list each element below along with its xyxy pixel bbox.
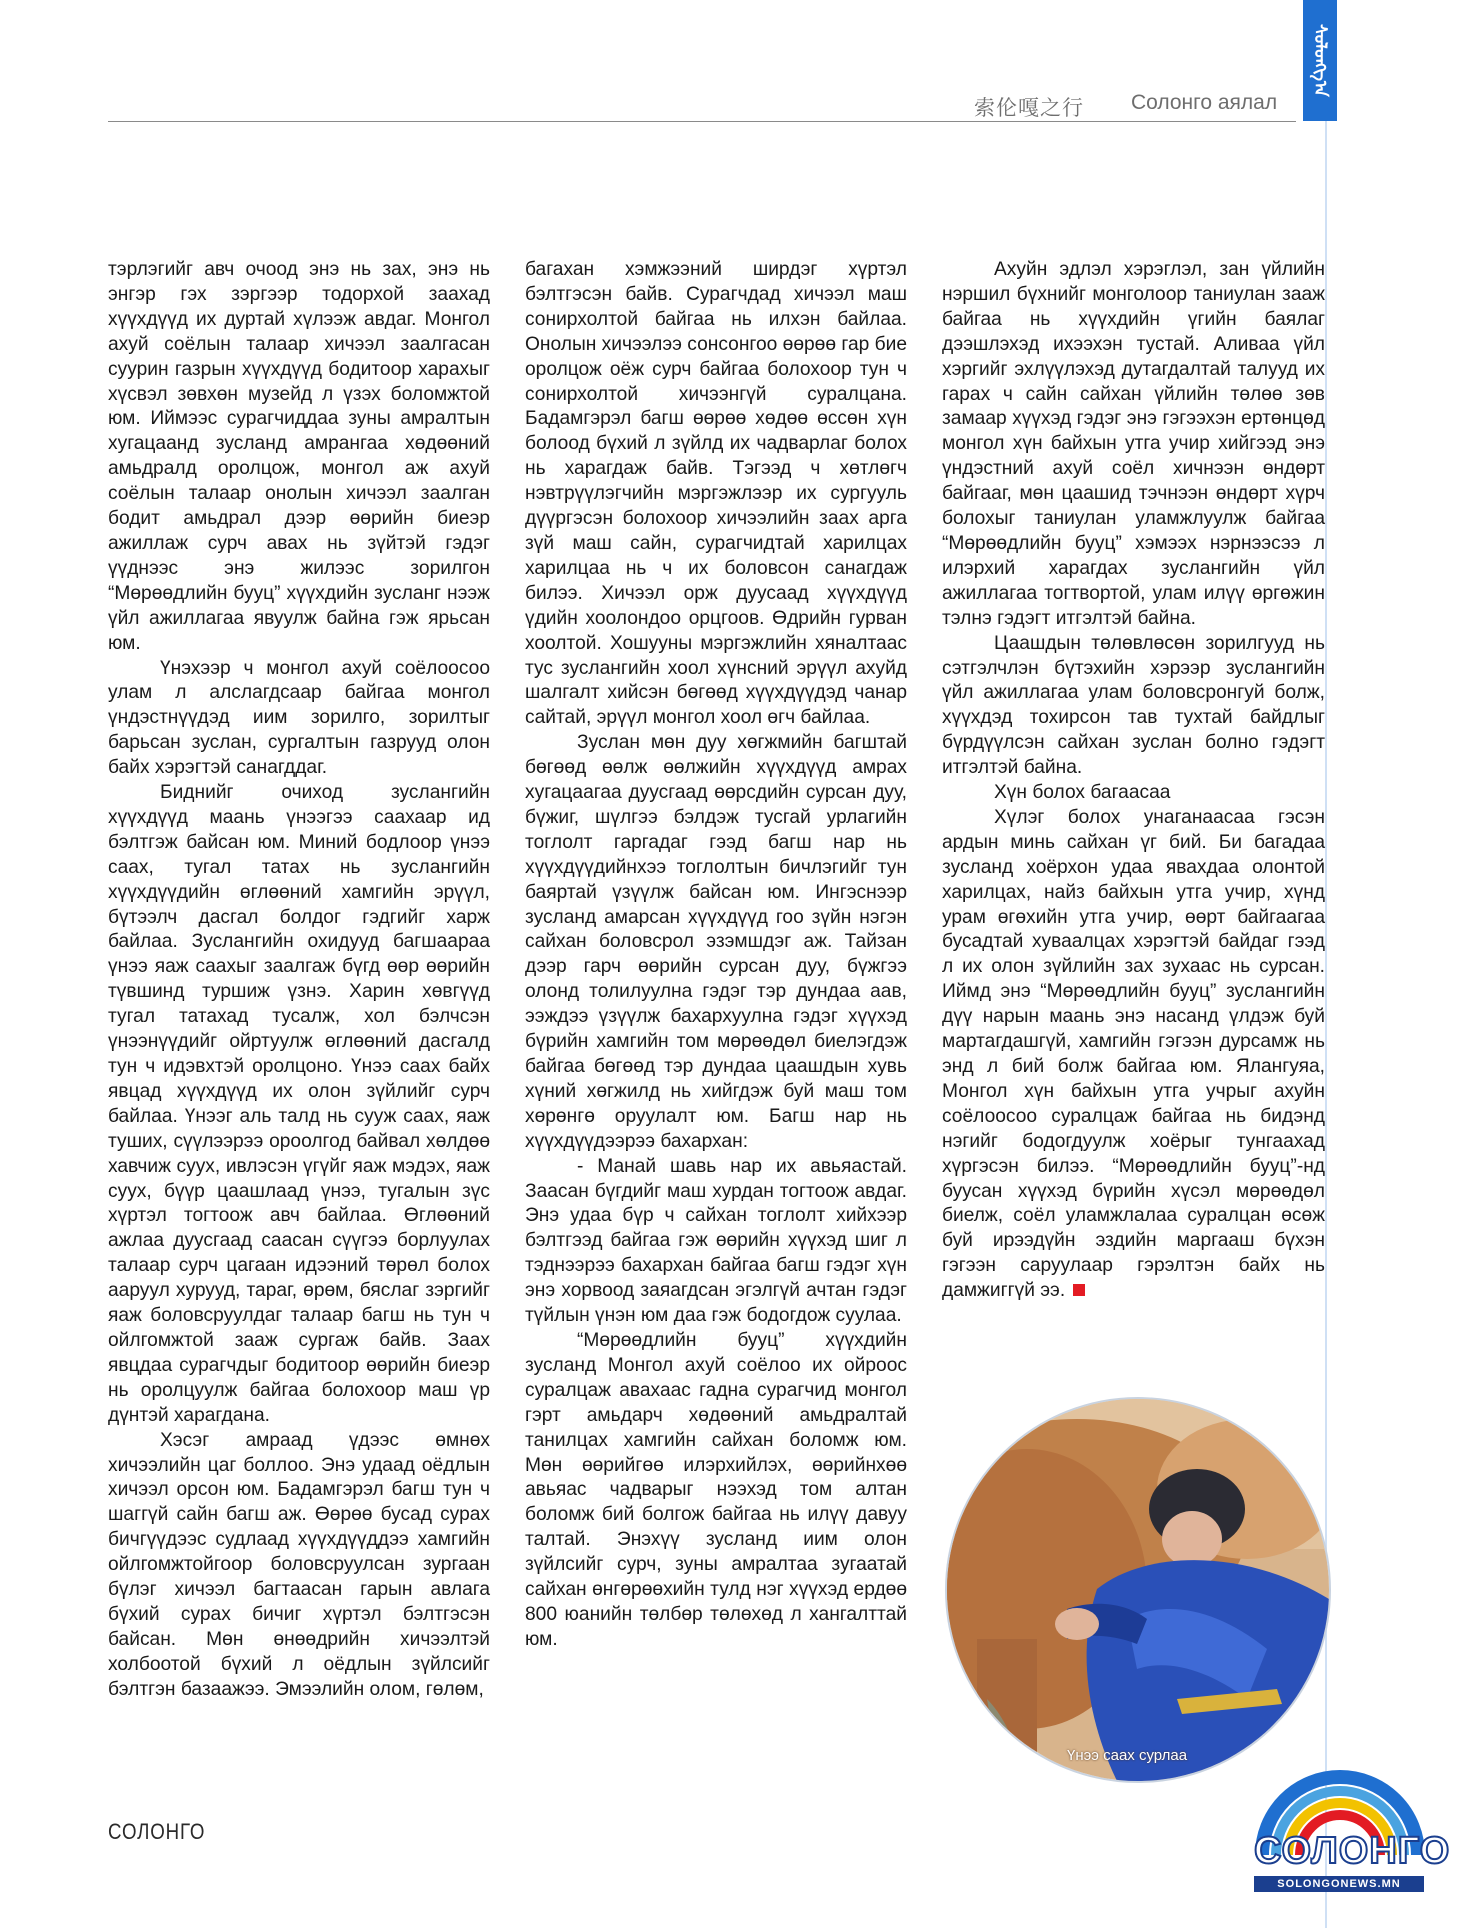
photo-illustration: [947, 1399, 1329, 1781]
paragraph: Биднийг очиход зуслангийн хүүхдүүд маань үнээгээ саахаар ид бэлтгэж байсан юм. Миний бодлоор үнээ саах, тугал татах нь зуслангийн хүүхдүүдийн өглөөний хамгийн эрүүл, бүтээлч дасгал болдог гэдгийг харж байлаа. Зуслангийн охидууд багшаараа үнээ яаж саахыг заалгаж бүгд өөр өөрийн түвшинд туршиж үзнэ. Харин хөвгүүд тугал татахад тусалж, хол бэлчсэн үнээнүүдийг ойртуулж өглөөний дасгалд тун ч идэвхтэй оролцоно. Үнээ саах байх явцад хүүхдүүд их олон зүйлийг сурч байлаа. Үнээг аль талд нь сууж саах, яаж туших, сүүлээрээ ороолгод байвал хөлдөө хавчиж суух, ивлэсэн үгүйг яаж мэдэх, яаж суух, бүүр цаашлаад үнээ, тугалын зүс хүртэл тогтоож авч байлаа. Өглөөний ажлаа дуусгаад саасан сүүгээ борлуулах талаар сурч цагаан идээний төрөл болох ааруул хурууд, тараг, өрөм, бяслаг зэргийг яаж боловсруулдаг талаар багш нь тун ч ойлгомжтой зааж сургаж байв. Заах явцдаа сурагчдыг бодитоор өөрийн биеэр нь оролцуулж байгаа болохоор маш үр дүнтэй харагдана.: [108, 782, 490, 1426]
article-end-mark: [1073, 1284, 1085, 1296]
paragraph: Хэсэг амраад үдээс өмнөх хичээлийн цаг боллоо. Энэ удаад оёдлын хичээл орсон юм. Бадамгэрэл багш тун ч шаггүй сайн багш аж. Өөрөө бусад сурах бичгүүдээс судлаад хүүхдүүддээ хамгийн ойлгомжтойгоор боловсруулсан зургаан бүлэг хичээл багтаасан гарын авлага бүхий сурах бичиг хүртэл бэлтгэсэн байсан. Мөн өнөөдрийн хичээлтэй холбоотой бүхий л оёдлын зүйлсийг бэлтгэн базаажээ. Эмээлийн олом, гөлөм,: [108, 1429, 490, 1700]
paragraph-text: Хүлэг болох унаганаасаа гэсэн ардын минь сайхан үг бий. Би багадаа зусланд хоёрхон удаа явахдаа олонтой харилцах, найз байхын утга учир, хүнд урам өгөхийн утга учир, өөрт байгаагаа бусадтай хуваалцах хэрэгтэй байдаг гээд л их олон зүйлийн зах зухаас нь сурсан. Иймд энэ “Мөрөөдлийн бууц” зуслангийн дүү нарын маань энэ насанд үлдэж буй мартагдашгүй, хамгийн гэгээн дурсамж нь энд л бий болж байгаа юм. Ялангуяа, Монгол хүн байхын утга учрыг ахуйн соёлоосоо суралцаж байгаа нь бидэнд нэгийг бодогдуулж хоёрыг тунгаахад хүргэсэн билээ. “Мөрөөдлийн бууц”-нд буусан хүүхэд бүрийн хүсэл мөрөөдөл биелж, соёл уламжлалаа суралцан өсөж буй ирээдүйн эздийн маргааш бүхэн гэгээн саруулаар гэрэлтэн байх нь дамжиггүй ээ.: [942, 806, 1325, 1302]
paragraph: Үнэхээр ч монгол ахуй соёлоосоо улам л алслагдсаар байгаа монгол үндэстнүүдэд иим зорилго, зорилтыг барьсан зуслан, сургалтын газрууд олон байх хэрэгтэй санагддаг.: [108, 657, 490, 779]
photo-caption: Үнээ саах сурлаа: [1067, 1747, 1188, 1764]
article-column-2: [525, 258, 907, 1653]
paragraph: тэрлэгийг авч очоод энэ нь зах, энэ нь энгэр гэх зэргээр тодорхой заахад хүүхдүүд их дуртай хүлээж авдаг. Монгол ахуй соёлын талаар хичээл заалгасан суурин газрын хүүхдүүд бодитоор харахыг хүсвэл зөвхөн музейд л үзэх боломжтой юм. Иймээс сурагчиддаа зуны амралтын хугацаанд зусланд амрангаа хөдөөний амьдралд оролцож, монгол аж ахуй соёлын талаар онолын хичээл заалган бодит амьдрал дээр өөрийн биеэр ажиллаж сурч авах нь зүйтэй гэдэг үүднээс энэ жилээс зорилгон “Мөрөөдлийн бууц” хүүхдийн зусланг нээж үйл ажиллагаа явуулж байна гэж ярьсан юм.: [108, 259, 490, 654]
header-mongolian-title: Солонго аялал: [1131, 91, 1278, 114]
header-chinese-title: 索伦嘎之行: [974, 96, 1084, 120]
subheading: Хүн болох багаасаа: [994, 782, 1171, 804]
article-column-1: [108, 258, 490, 1703]
paragraph: Цаашдын төлөвлөсөн зорилгууд нь сэтгэлчлэн бүтэхийн хэрээр зуслангийн үйл ажиллагаа улам боловсронгуй болж, хүүхдэд тохирсон тав тухтай байдлыг бүрдүүлсэн сайхан зуслан болно гэдэгт итгэлтэй байна.: [942, 632, 1325, 779]
article-column-3: [942, 258, 1325, 1304]
paragraph: Зуслан мөн дуу хөгжмийн багштай бөгөөд өөлж өөлжийн хүүхдүүд амрах хугацаагаа дуусгаад өөрсдийн сурсан дуу, бүжиг, шүлгээ бэлдэж тусгай урлагийн тоглолт гаргадаг гээд багш нар нь хүүхдүүдийнхээ тоглолтын бичлэгийг тун баяртай үзүүлж байсан юм. Ингэснээр зусланд амарсан хүүхдүүд гоо зүйн нэгэн сайхан боловсрол эзэмшдэг аж. Тайзан дээр гарч өөрийн сурсан дуу, бүжгээ олонд толилуулна гэдэг тэр дундаа аав, ээждээ үзүүлж бахархуулна гэдэг хүүхэд бүрийн хамгийн том мөрөөдөл биелэгдэж байгаа бөгөөд тэр дундаа цаашдын хувь хүний хөгжилд нь хийгдэж буй маш том хөрөнгө оруулалт юм. Багш нар нь хүүхдүүдээрээ бахархан:: [525, 732, 907, 1152]
footer-magazine-name: СОЛОНГО: [108, 1819, 206, 1844]
paragraph: “Мөрөөдлийн бууц” хүүхдийн зусланд Монгол ахуй соёлоо их ойроос суралцаж авахаас гадна сурагчид монгол гэрт амьдарч хөдөөний амьдралтай танилцах хамгийн сайхан боломж юм. Мөн өөрийгөө илэрхийлэх, өөрийнхөө авьяас чадварыг нээхэд том алтан боломж бий болгож байгаа нь илүү давуу талтай. Энэхүү зусланд иим олон зүйлсийг сурч, зуны амралтаа зугаатай сайхан өнгөрөөхийн тулд нэг хүүхэд ердөө 800 юанийн төлбөр төлөхөд л хангалттай юм.: [525, 1329, 907, 1650]
article-photo: [945, 1397, 1331, 1783]
section-side-tab-label: ᠰᠣᠯᠣᠩᠭ᠎ᠠ: [1310, 24, 1330, 97]
paragraph: багахан хэмжээний ширдэг хүртэл бэлтгэсэн байв. Сурагчдад хичээл маш сонирхолтой байгаа нь илхэн байлаа. Онолын хичээлээ сонсонгоо өөрөө гар бие оролцож оёж сурч байгаа болохоор тун ч сонирхолтой хичээнгүй суралцана. Бадамгэрэл багш өөрөө хөдөө өссөн хүн болоод бүхий л зүйлд их чадварлаг болох нь харагдаж байв. Тэгээд ч хөтлөгч нэвтрүүлэгчийн мэргэжлээр их сургууль дүүргэсэн болохоор хичээлийн заах арга зүй маш сайн, сурагчидтай харилцах харилцаа нь ч их боловсон санагдаж билээ. Хичээл орж дуусаад хүүхдүүд үдийн хоолондоо орцгоов. Өдрийн гурван хоолтой. Хошууны мэргэжлийн хяналтаас тус зуслангийн хоол хүнсний эрүүл ахуйд шалгалт хийсэн бөгөөд хүүхдүүдэд чанар сайтай, эрүүл монгол хоол өгч байлаа.: [525, 259, 907, 729]
header-divider: [108, 121, 1296, 122]
logo-url: SOLONGONEWS.MN: [1254, 1876, 1424, 1892]
section-side-tab: [1303, 0, 1337, 121]
paragraph: Ахуйн эдлэл хэрэглэл, зан үйлийн нэршил бүхнийг монголоор таниулан зааж байгаа нь хүүхдийн үгийн баялаг дээшлэхэд ихээхэн тустай. Аливаа үйл хэргийг эхлүүлэхэд дутагдалтай талууд их гарах ч сайн сайхан үйлийн төлөө зөв замаар хүүхэд гэдэг энэ гэгээхэн ертөнцөд монгол хүн байхын утга учир хийгээд энэ үндэстний ахуй соёл хичнээн өндөрт байгааг, мөн цаашид тэчнээн өндөрт хүрч болохыг таниулан уламжлуулж байгаа “Мөрөөдлийн бууц” хэмээх нэрнээсээ л илэрхий харагдах зуслангийн үйл ажиллагаа тогтвортой, улам илүү өргөжин тэлнэ гэдэгт итгэлтэй байна.: [942, 259, 1325, 629]
side-stripe: [1325, 121, 1327, 1928]
logo-wordmark: СОЛОНГО: [1254, 1830, 1451, 1872]
paragraph: - Манай шавь нар их авьяастай. Заасан бүгдийг маш хурдан тогтоож авдаг. Энэ удаа бүр ч сайхан тоглолт хийхээр бэлтгээд байгаа гэж өөрийн хүүхэд шиг л тэднээрээ бахархан байгаа багш гэдэг хүн энэ хорвоод заяагдсан эгэлгүй ачтан гэдэг түйлын үнэн юм даа гэж бодогдож суулаа.: [525, 1155, 907, 1327]
paragraph: [942, 806, 1325, 1304]
